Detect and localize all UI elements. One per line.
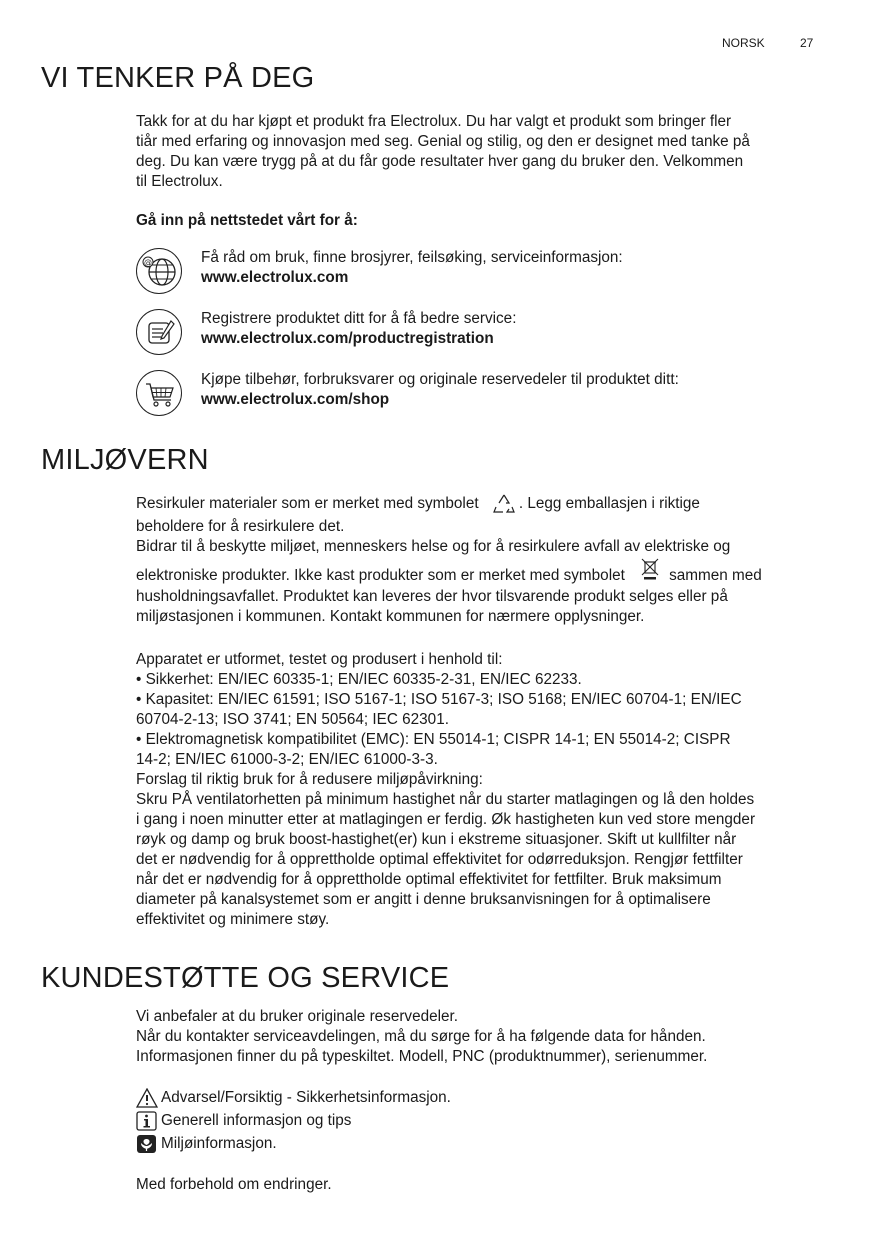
- legend-text: Miljøinformasjon.: [161, 1134, 277, 1152]
- crossed-out-bin-icon: [639, 557, 661, 581]
- weee-text-b: sammen med: [669, 567, 762, 584]
- weee-line: [136, 557, 826, 587]
- legend-text: Generell informasjon og tips: [161, 1111, 352, 1129]
- header-language: NORSK: [722, 36, 765, 50]
- intro-line: tiår med erfaring og innovasjon med seg. Genial og stilig, og den er designet med tanke på: [136, 133, 750, 150]
- link-url-electrolux[interactable]: www.electrolux.com: [201, 269, 349, 286]
- standards-line: 60704-2-13; ISO 3741; EN 50564; IEC 62301.: [136, 711, 449, 728]
- website-link-text: [201, 309, 516, 349]
- shopping-cart-icon: [136, 370, 182, 416]
- registration-icon: [136, 309, 182, 355]
- legend-item-environment: [136, 1132, 826, 1155]
- recycle-text-b: . Legg emballasjen i riktige: [518, 495, 700, 512]
- standards-line: Forslag til riktig bruk for å redusere miljøpåvirkning:: [136, 771, 483, 788]
- recycle-paragraph: [136, 491, 826, 627]
- website-link-row-shop: [136, 370, 836, 420]
- link-url-productregistration[interactable]: www.electrolux.com/productregistration: [201, 330, 494, 347]
- recycle-icon: [491, 492, 517, 516]
- standards-line: Skru PÅ ventilatorhetten på minimum hastighet når du starter matlagingen og lå den holdes: [136, 791, 755, 808]
- standards-line: i gang i noen minutter etter at matlagingen er ferdig. Øk hastigheten kun ved store mengder: [136, 811, 756, 828]
- info-icon: [136, 1111, 158, 1131]
- weee-line: Bidrar til å beskytte miljøet, menneskers helse og for å resirkulere avfall av elektriske og: [136, 538, 731, 555]
- intro-paragraph: [136, 112, 826, 192]
- weee-line: miljøstasjonen i kommunen. Kontakt kommunen for nærmere opplysninger.: [136, 608, 645, 625]
- website-heading: Gå inn på nettstedet vårt for å:: [136, 212, 358, 229]
- page-number: 27: [800, 36, 814, 50]
- service-paragraph: [136, 1007, 826, 1067]
- legend-item-warning: [136, 1086, 826, 1109]
- warning-icon: [136, 1088, 158, 1108]
- section-title-miljovern: MILJØVERN: [41, 444, 209, 476]
- standards-paragraph: [136, 650, 826, 930]
- website-link-row-info: [136, 248, 836, 298]
- recycle-line: [136, 491, 826, 517]
- website-link-text: [201, 370, 679, 410]
- link-description: Registrere produktet ditt for å få bedre service:: [201, 310, 517, 327]
- weee-line: husholdningsavfallet. Produktet kan leveres der hvor tilsvarende produkt selges eller på: [136, 588, 728, 605]
- section-title-kundestotte: KUNDESTØTTE OG SERVICE: [41, 962, 450, 994]
- symbol-legend: [136, 1086, 826, 1155]
- environment-icon: [136, 1134, 158, 1154]
- link-description: Få råd om bruk, finne brosjyrer, feilsøking, serviceinformasjon:: [201, 249, 623, 266]
- recycle-line: beholdere for å resirkulere det.: [136, 518, 345, 535]
- standards-line: Apparatet er utformet, testet og produsert i henhold til:: [136, 651, 503, 668]
- standards-line: røyk og damp og bruk boost-hastighet(er) kun i ekstreme situasjoner. Skift ut kullfilter når: [136, 831, 737, 848]
- footer-note: Med forbehold om endringer.: [136, 1176, 332, 1193]
- service-line: Informasjonen finner du på typeskiltet. Modell, PNC (produktnummer), serienummer.: [136, 1048, 708, 1065]
- standards-line: • Elektromagnetisk kompatibilitet (EMC): EN 55014-1; CISPR 14-1; EN 55014-2; CISPR: [136, 731, 731, 748]
- service-line: Vi anbefaler at du bruker originale reservedeler.: [136, 1008, 458, 1025]
- website-link-text: [201, 248, 623, 288]
- intro-line: til Electrolux.: [136, 173, 223, 190]
- globe-icon: [136, 248, 182, 294]
- intro-line: Takk for at du har kjøpt et produkt fra Electrolux. Du har valgt et produkt som bringer fler: [136, 113, 732, 130]
- link-description: Kjøpe tilbehør, forbruksvarer og originale reservedeler til produktet ditt:: [201, 371, 679, 388]
- standards-line: 14-2; EN/IEC 61000-3-2; EN/IEC 61000-3-3.: [136, 751, 438, 768]
- link-url-shop[interactable]: www.electrolux.com/shop: [201, 391, 390, 408]
- legend-item-info: [136, 1109, 826, 1132]
- standards-line: • Sikkerhet: EN/IEC 60335-1; EN/IEC 60335-2-31, EN/IEC 62233.: [136, 671, 582, 688]
- standards-line: • Kapasitet: EN/IEC 61591; ISO 5167-1; ISO 5167-3; ISO 5168; EN/IEC 60704-1; EN/IEC: [136, 691, 742, 708]
- legend-text: Advarsel/Forsiktig - Sikkerhetsinformasjon.: [161, 1088, 451, 1106]
- intro-line: deg. Du kan være trygg på at du får gode resultater hver gang du bruker den. Velkommen: [136, 153, 744, 170]
- service-line: Når du kontakter serviceavdelingen, må du sørge for å ha følgende data for hånden.: [136, 1028, 706, 1045]
- standards-line: diameter på kanalsystemet som er angitt i denne bruksanvisningen for å optimalisere: [136, 891, 711, 908]
- recycle-text-a: Resirkuler materialer som er merket med symbolet: [136, 495, 479, 512]
- section-title-vi-tenker: VI TENKER PÅ DEG: [41, 62, 315, 94]
- standards-line: det er nødvendig for å opprettholde optimal effektivitet for odørreduksjon. Rengjør fettfilter: [136, 851, 743, 868]
- standards-line: effektivitet og minimere støy.: [136, 911, 330, 928]
- svg-text:@: @: [144, 258, 152, 267]
- weee-text-a: elektroniske produkter. Ikke kast produkter som er merket med symbolet: [136, 567, 625, 584]
- website-link-row-registration: [136, 309, 836, 359]
- standards-line: når det er nødvendig for å opprettholde optimal effektivitet for fettfilter. Bruk maksimum: [136, 871, 722, 888]
